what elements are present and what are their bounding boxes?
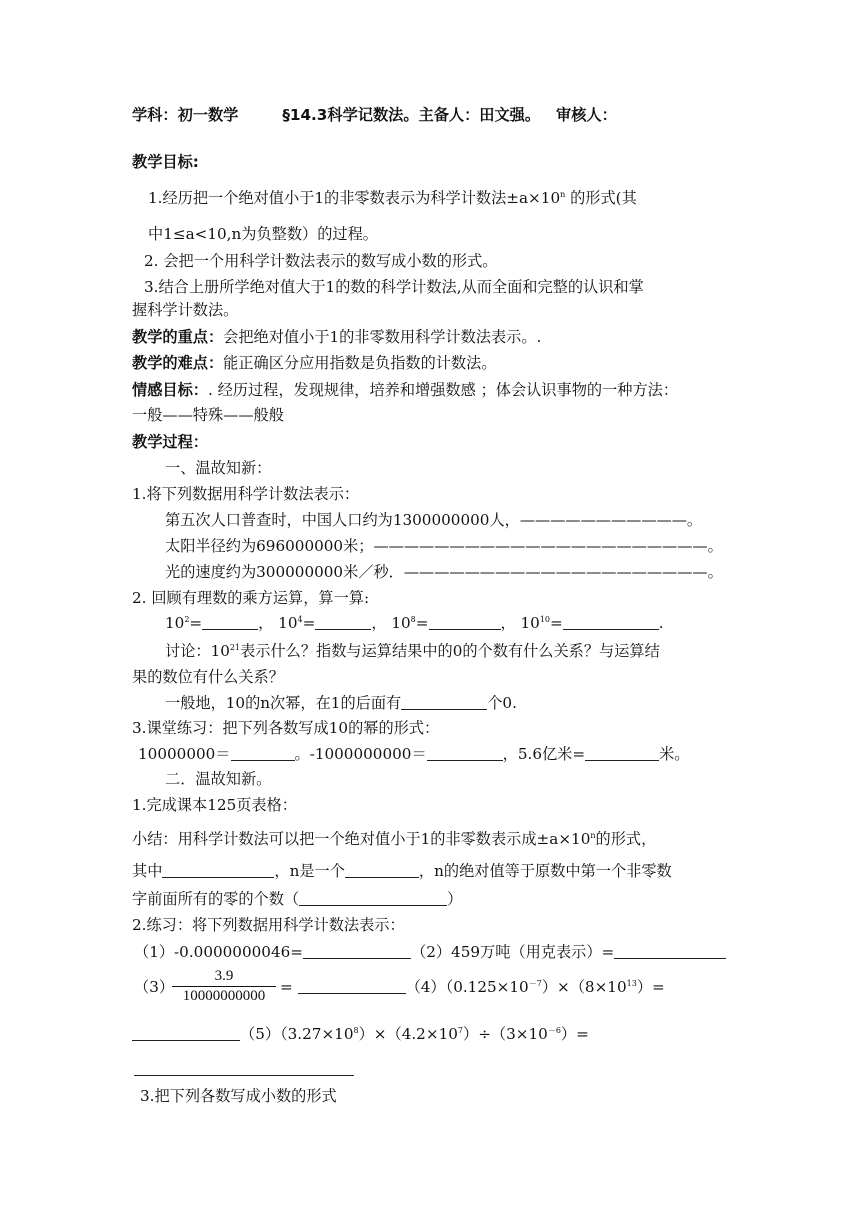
emotion-goal-line-2: 一般——特殊——般般: [132, 406, 284, 424]
q3-item-1: 10000000＝: [138, 745, 231, 763]
power-sep-2: ，: [371, 614, 387, 632]
exercise-5-blank[interactable]: [134, 1075, 354, 1076]
exercise-row-1: [134, 942, 726, 962]
power-base-1: 10: [165, 614, 185, 632]
task-3: 3.把下列各数写成小数的形式: [140, 1087, 337, 1105]
power-end: .: [658, 614, 664, 632]
emotion-text: . 经历过程，发现规律，培养和增强数感 ；体会认识事物的一种方法：: [207, 381, 679, 399]
exercise-4-end: ）=: [636, 978, 665, 996]
question-1a-blank: ———————————。: [519, 511, 703, 529]
exercise-3-eq: =: [280, 978, 293, 996]
summary-n-is: ，n是一个: [274, 862, 345, 880]
fraction-denominator: 10000000000: [182, 988, 266, 1004]
question-1b: [165, 536, 723, 556]
summary-exponent: n: [590, 831, 596, 840]
exercise-5-end: ）=: [560, 1025, 589, 1043]
summary-close: ）: [447, 890, 463, 908]
power-blank-4[interactable]: [563, 615, 659, 630]
power-exp-2: 4: [297, 615, 303, 624]
header-line: [132, 105, 617, 125]
emotion-label: 情感目标：: [132, 381, 208, 399]
section-2-title: 二．温故知新。: [165, 770, 272, 788]
power-base-4: 10: [520, 614, 540, 632]
difficulty-label: 教学的难点：: [132, 354, 224, 372]
question-1a: [165, 510, 702, 530]
exercise-5-mid-1: ）×（4.2×10: [358, 1025, 458, 1043]
goal-1-line-2: 中1≤a<10,n为负整数）的过程。: [148, 225, 378, 243]
exercise-5-mid-2: ）÷（3×10: [463, 1025, 548, 1043]
key-point-text: 会把绝对值小于1的非零数用科学计数法表示。.: [223, 328, 542, 346]
summary-where: 其中: [132, 862, 163, 880]
exercise-2-blank[interactable]: [614, 944, 726, 959]
summary-blank-2[interactable]: [345, 863, 419, 878]
power-exp-3: 8: [410, 615, 416, 624]
question-1b-text: 太阳半径约为696000000米；: [165, 537, 374, 555]
power-eq-2: =: [302, 614, 316, 632]
discussion-line-2: 果的数位有什么关系？: [132, 668, 284, 686]
general-rule: [165, 693, 517, 713]
summary-line-1: [132, 829, 656, 849]
power-exp-1: 2: [184, 615, 190, 624]
goal-1-text-tail: 的形式(其: [565, 189, 637, 207]
key-point: [132, 327, 541, 347]
difficulty-text: 能正确区分应用指数是负指数的计数法。: [223, 354, 497, 372]
general-rule-tail: 个0.: [487, 694, 517, 712]
power-eq-3: =: [415, 614, 429, 632]
header-reviewer: 审核人：: [556, 106, 617, 124]
discussion-text: 讨论：10: [165, 642, 230, 660]
exercise-row-3-4: [280, 977, 665, 997]
emotion-goal: [132, 380, 678, 400]
power-exp-4: 10: [539, 615, 551, 624]
section-1-title: 一、温故知新：: [165, 459, 272, 477]
goal-1-text: 1.经历把一个绝对值小于1的非零数表示为科学计数法±a×10: [148, 189, 561, 207]
power-base-2: 10: [278, 614, 298, 632]
question-2: 2. 回顾有理数的乘方运算，算一算:: [132, 589, 370, 607]
discussion-text-tail: 表示什么？指数与运算结果中的0的个数有什么关系？与运算结: [240, 642, 660, 660]
summary-n-abs: ，n的绝对值等于原数中第一个非零数: [418, 862, 672, 880]
q3-item-2: 。-1000000000＝: [294, 745, 427, 763]
exercise-5-exp-3: －6: [547, 1026, 561, 1035]
exercise-5-exp-2: 7: [457, 1026, 463, 1035]
exercise-4: （4）（0.125×10: [405, 978, 529, 996]
goal-3-line-2: 握科学计数法。: [132, 301, 239, 319]
summary-text-tail: 的形式，: [595, 830, 657, 848]
task-1: 1.完成课本125页表格：: [132, 796, 297, 814]
process-title: 教学过程：: [132, 433, 208, 451]
exercise-1-blank[interactable]: [303, 944, 411, 959]
exercise-5: （5）（3.27×10: [240, 1025, 354, 1043]
question-1a-text: 第五次人口普查时，中国人口约为1300000000人，: [165, 511, 520, 529]
exercise-title: 2.练习：将下列数据用科学计数法表示：: [132, 916, 405, 934]
goal-2: 2. 会把一个用科学计数法表示的数写成小数的形式。: [144, 252, 498, 270]
question-3: 3.课堂练习：把下列各数写成10的幂的形式：: [132, 719, 440, 737]
summary-line-3: [132, 889, 462, 909]
header-lesson: §14.3科学记数法。主备人：田文强。: [282, 106, 541, 124]
q3-blank-2[interactable]: [427, 746, 503, 761]
exercise-4-mid: ）×（8×10: [541, 978, 627, 996]
power-blank-1[interactable]: [202, 615, 258, 630]
goal-1-line-1: [148, 188, 637, 208]
power-sep-3: ，: [500, 614, 516, 632]
summary-blank-1[interactable]: [162, 863, 274, 878]
power-eq-1: =: [189, 614, 203, 632]
exercise-4-exp-2: 13: [626, 979, 637, 988]
power-blank-2[interactable]: [315, 615, 371, 630]
exercise-4-blank[interactable]: [132, 1026, 240, 1041]
exercise-3-label: （3）: [134, 978, 175, 996]
summary-blank-3[interactable]: [299, 891, 447, 906]
general-rule-text: 一般地，10的n次幂，在1的后面有: [165, 694, 402, 712]
q3-item-3-unit: 米。: [659, 745, 690, 763]
exercise-1: （1）-0.0000000046=: [134, 943, 304, 961]
q3-blank-1[interactable]: [231, 746, 295, 761]
question-1c-text: 光的速度约为300000000米／秒．: [165, 563, 404, 581]
power-eq-4: =: [550, 614, 563, 632]
fraction-numerator: 3.9: [172, 968, 276, 987]
summary-line-2: [132, 861, 672, 881]
exercise-5-exp-1: 8: [353, 1026, 359, 1035]
difficulty-point: [132, 353, 497, 373]
power-base-3: 10: [391, 614, 411, 632]
power-blank-3[interactable]: [429, 615, 501, 630]
key-point-label: 教学的重点：: [132, 328, 224, 346]
exercise-row-5: [132, 1024, 589, 1044]
summary-text: 小结：用科学计数法可以把一个绝对值小于1的非零数表示成±a×10: [132, 830, 591, 848]
power-sep-1: ，: [258, 614, 274, 632]
question-1c: [165, 562, 723, 582]
goals-title: 教学目标:: [132, 153, 199, 171]
question-1c-blank: ————————————————————。: [403, 563, 723, 581]
exercise-4-exp-1: －7: [528, 979, 542, 988]
question-3-items: [138, 744, 689, 764]
summary-zero-count: 字前面所有的零的个数（: [132, 890, 300, 908]
exercise-3-blank[interactable]: [298, 979, 406, 994]
question-1: 1.将下列数据用科学计数法表示：: [132, 485, 360, 503]
discussion-exponent: 21: [229, 643, 241, 652]
header-subject: 学科：初一数学: [132, 106, 239, 124]
goal-3-line-1: 3.结合上册所学绝对值大于1的数的科学计数法,从而全面和完整的认识和掌: [144, 278, 644, 296]
exercise-3-fraction: [172, 968, 276, 1005]
goal-1-exponent: n: [560, 190, 566, 199]
q3-item-3: ，5.6亿米=: [502, 745, 586, 763]
powers-row: [165, 613, 664, 633]
general-rule-blank[interactable]: [401, 695, 487, 710]
discussion-line-1: [165, 641, 660, 661]
question-1b-blank: ——————————————————————。: [373, 537, 723, 555]
exercise-2: （2）459万吨（用克表示）=: [411, 943, 615, 961]
q3-blank-3[interactable]: [585, 746, 659, 761]
